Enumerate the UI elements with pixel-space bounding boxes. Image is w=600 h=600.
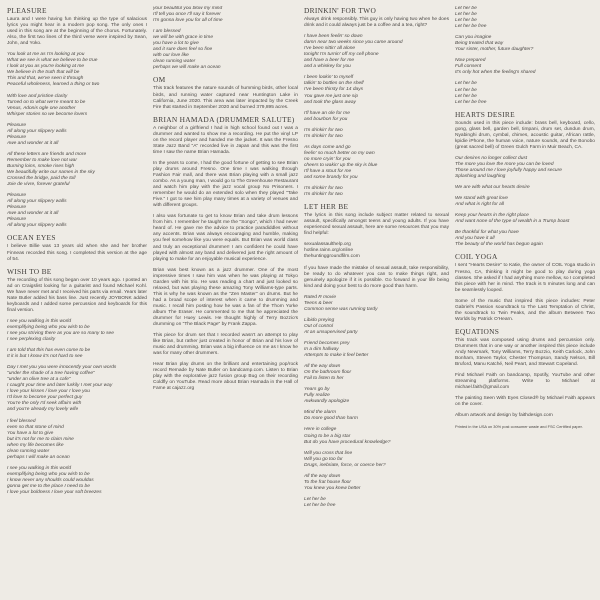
lyric-stanza	[7, 319, 147, 343]
lyric-line: exemplifying being who you wish to be	[7, 324, 90, 330]
lyric-stanza	[455, 185, 595, 191]
lyric-line: Full consent	[455, 64, 482, 70]
lyric-line: clean running water	[153, 59, 196, 65]
lyric-line: I see you walking in this world	[7, 465, 72, 471]
lyric-line: All along your slippery walls	[7, 223, 67, 229]
lyric-line: Pleasure	[7, 205, 27, 211]
lyric-line: Turned on to what we're meant to be	[7, 99, 86, 105]
lyric-line: Will you cross that line	[304, 450, 353, 456]
lyric-line: The beauty of the world has begun again	[455, 242, 543, 248]
lyric-line: I'm drinkin' for two	[304, 192, 343, 198]
paragraph: A neighbor of a girlfriend I had in high school found out I was a drummer and wanted to show me a recording. He put the vinyl LP on the record player and handed me the jacket. It was the Fresno State Jazz Band "A" recorded live in Japan and this was the first time I saw the name Brian Hamada.	[153, 125, 298, 155]
lyric-stanza	[7, 123, 147, 147]
lyric-stanza	[7, 365, 147, 413]
lyric-line: I'll have a stout for me	[304, 168, 352, 174]
lyric-line: Your sister, mother, future daughter?	[455, 47, 534, 53]
lyric-line: gonna get me to the place I need to be	[7, 484, 90, 489]
lyric-stanza	[304, 451, 449, 469]
lyric-line: With love and pristine clarity	[7, 93, 68, 99]
lyric-line: At an unsupervised party	[304, 329, 358, 335]
lyric-line: I have been feelin' so down	[304, 34, 363, 40]
lyric-line: I caught your time and later lurkily I met your way	[7, 383, 113, 389]
lyric-line: Attempts to make it feel better	[304, 353, 369, 359]
lyric-stanza	[7, 152, 147, 188]
lyric-line: I know never any shoulds could wouldas	[7, 477, 94, 483]
lyric-line: Those around me I love joyfully happy and secure	[455, 167, 562, 173]
lyric-line: I'd love to become your perfect guy	[7, 395, 83, 401]
lyric-line: Awe and wonder at it all	[7, 140, 59, 146]
lyric-line: In a dim hallway	[304, 347, 339, 353]
lyric-line: Let her be	[455, 93, 477, 99]
lyric-line: Crossed the bridge, paid the toll	[7, 176, 76, 182]
lyric-stanza	[7, 348, 147, 360]
heading-ocean-eyes: OCEAN EYES	[7, 233, 56, 243]
lyric-line: Let her be	[304, 496, 326, 502]
lyric-line: Do more good than harm	[304, 416, 358, 422]
lyric-line: Let her be	[455, 12, 477, 18]
heading-coil-yoga: COIL YOGA	[455, 252, 498, 262]
heading-wish-to-be: WISH TO BE	[7, 266, 52, 276]
lyric-stanza	[153, 29, 298, 71]
paragraph: I also was fortunate to get to know Brian and take drum lessons from him. I remember he taught me the "Songo", which I had never heard of. He gave me the advice to practice paradiddles without any accents. Brian was always encouraging and humble, making you feel somehow like you were equals. But Brian was world class and truly an exceptional drummer! I am confident he could have played with almost any band and delivered just the right amount of playing to make for an enjoyable musical experience.	[153, 214, 298, 262]
lyric-stanza	[153, 6, 298, 24]
lyric-stanza	[304, 341, 449, 359]
column-2	[153, 6, 298, 596]
lyric-line: I see you striving there as you are so many to see	[7, 330, 114, 336]
link-line: thehuntinggroundfilm.com	[304, 254, 360, 260]
lyric-line: On the bathroom floor	[304, 370, 352, 376]
lyric-line: We stand with great love	[455, 196, 508, 202]
lyric-line: We beautifully write our names in the sky	[7, 170, 95, 176]
lyric-line: and have a beer for me	[304, 58, 355, 64]
heading-drinkin-for-two: DRINKIN' FOR TWO	[304, 6, 377, 15]
paragraph: This piece for drum set that I recorded wasn't an attempt to play like Brian, but rather just created in honor of Brian and his love of music and drumming. Brian was a big influence on me as I know he was for many other drummers.	[153, 333, 298, 357]
lyric-line: What we see is what we believe to be true	[7, 58, 98, 64]
lyric-line: You look at me as I'm looking at you	[7, 52, 85, 58]
lyric-line: You knew you knew better	[304, 485, 361, 491]
paragraph: Sounds used in this piece include: brass bell, keyboard, cello, gong, glass bell, garden bell, timpani, drum set, dundun drum, Nyabinghi drum, cymbal, chimes, acoustic guitar, African rattle, kpidie iPhone, the human voice, nature sounds, and the Bonobo (great sacred bell) of Green Gulch Farm in Muir Beach, CA.	[455, 120, 595, 150]
lyric-line: And want none of the type of wealth in a Trump boast	[455, 219, 570, 225]
paragraph: This track was composed using drums and percussion only. Drummers that in one way or another inspired this piece include Andy Newmark, Tony Williams, Terry Bozzio, Keith Carlock, John Bonham, Steven Taylor, Chester Thompson, Sandy Nelson, Bill Bruford, Manu Katché, Neil Peart, and Stewart Copeland.	[455, 337, 595, 368]
lyric-line: and you're already my lovely wife	[7, 407, 79, 413]
lyric-stanza	[455, 156, 595, 180]
lyric-line: I'll have an ole for me	[304, 110, 350, 116]
lyric-line: Being treated that way	[455, 41, 504, 47]
lyric-line: Pleasure	[7, 122, 27, 128]
lyric-line: Let her be	[455, 81, 477, 87]
lyric-line: I feel blessed	[7, 418, 36, 424]
lyric-line: Awkwardly apologize	[304, 399, 350, 405]
lyric-line: Going to be a big star	[304, 433, 351, 439]
paragraph: Find Michael Faith on bandcamp, Spotify, YouTube and other streaming platforms. Write to Michael at michael.faith@gmail.com	[455, 373, 595, 391]
lyric-line: All along your slippery walls	[7, 199, 67, 205]
lyric-stanza	[304, 75, 449, 105]
lyric-line: I'll tell you once I'll say it forever	[153, 12, 221, 18]
lyric-line: perhaps we will make an ocean	[153, 65, 221, 71]
lyric-line: Let her be	[455, 6, 477, 11]
lyric-line: It's only hot when the feeling's shared	[455, 70, 536, 76]
lyric-stanza	[304, 497, 449, 509]
lyric-line: I'm gonna love you for all of time	[153, 18, 223, 24]
paragraph: In the years to come, I had the good fortune of getting to see Brian play drums around Fresno. One time I was walking through Fashion Fair mall, and there was Brian playing with a small jazz combo. As a young man, I would go to The Greenhouse Restaurant and watch him play with the jazz vocal group No Prisoners. I remember he would do an extended solo when they played "Take Five." I got to see him play many times at a variety of venues and with different groups.	[153, 160, 298, 209]
paragraph: Album artwork and design by faithdesign.com	[455, 413, 553, 419]
lyric-line: The more you love the more you can be loved	[455, 161, 554, 167]
heading-brian-hamada-drummer-salute: BRIAN HAMADA (DRUMMER SALUTE)	[153, 114, 295, 124]
lyric-line: Whisper stories so we become lovers	[7, 111, 88, 117]
lyric-line: Will you go too far	[304, 456, 343, 462]
lyric-line: Pleasure	[7, 134, 27, 140]
heading-om: OM	[153, 75, 166, 85]
lyric-line: To the frat house floor	[304, 479, 351, 485]
lyric-stanza	[304, 34, 449, 70]
print-note: Printed in the USA on 30% post consumer waste and FSC Certified paper.	[455, 424, 583, 430]
paragraph: This track features the nature sounds of humming birds, other local birds, and running water captured near Huntington Lake in California, June 2020. This area was later impacted by the Creek Fire that started in September 2020 and burned 379,895 acres.	[153, 86, 298, 110]
lyric-line: perhaps I will make an ocean	[7, 454, 70, 460]
lyric-stanza	[455, 35, 595, 53]
lyric-stanza	[7, 52, 147, 88]
lyric-line: with our love like	[153, 53, 189, 59]
lyric-line: and a whiskey for you	[304, 64, 351, 70]
lyric-line: Friend becomes prey	[304, 340, 350, 346]
lyric-line: I see you walking in this world	[7, 318, 72, 324]
lyric-stanza	[304, 410, 449, 422]
lyric-line: I've been sittin' all alone	[304, 46, 356, 52]
lyric-line: and it sure does feel so fine	[153, 47, 213, 53]
lyric-line: Let her be free	[304, 502, 336, 508]
heading-let-her-be: LET HER BE	[304, 202, 349, 212]
lyric-line: "under an olive tree at a cafe"	[7, 377, 71, 383]
lyric-line: Out of control	[304, 323, 334, 329]
lyric-line: no more cryin' for you	[304, 156, 351, 162]
link-line: sexualassaulthelp.org	[304, 242, 351, 248]
lyric-line: Peaceful wholeness, learned a thing or two	[7, 82, 100, 88]
heading-hearts-desire: HEARTS DESIRE	[455, 109, 515, 119]
paragraph: Hear Brian play drums on the brilliant and entertaining pop/rock record Remade by Nate Butler on bandcamp.com. Listen to Brian play with the explorative jazz fusion group Bug on their recording Coldfly on YouTube. Read more about Brian Hamada in the Hall of Fame at cajazz.org	[153, 362, 298, 392]
lyric-line: Drugs, inebriate, force, or coerce her?	[304, 462, 386, 468]
lyric-line: Rated R movie	[304, 294, 337, 300]
lyric-line: Can you imagine	[455, 35, 492, 41]
lyric-line: You have a lot to give	[7, 430, 54, 436]
lyric-line: Let her be	[455, 18, 477, 24]
column-4	[455, 6, 595, 596]
lyric-stanza	[304, 474, 449, 492]
lyric-line: Our desires no longer collect dust	[455, 155, 528, 161]
lyric-line: It it is but I know it's not hard to see	[7, 354, 83, 360]
lyric-line: I'm drinkin' for two	[304, 186, 343, 192]
lyric-line: Here in college	[304, 427, 337, 433]
lyric-line: Years go by	[304, 387, 330, 393]
lyric-line: I'm drinkin' for two	[304, 133, 343, 139]
lyric-stanza	[455, 213, 595, 225]
paragraph: The lyrics in this song include subject matter related to sexual assault, specifically amongst teens and young adults. If you have experienced sexual assault, here are some resources that you may find helpful:	[304, 213, 449, 237]
lyric-line: I been lookin' to myself	[304, 75, 354, 81]
column-1	[7, 6, 147, 596]
lyric-stanza	[304, 186, 449, 198]
lyric-line: Joie de vivre, forever grateful	[7, 182, 70, 188]
lyric-line: Pleasure	[7, 193, 27, 199]
lyric-line: I love your boldness I love your soft breezes	[7, 490, 102, 496]
lyric-stanza	[455, 196, 595, 208]
lyric-stanza	[7, 466, 147, 496]
lyric-line: I look at you as you're looking at me	[7, 64, 85, 70]
lyric-line: when my life becomes like	[7, 442, 64, 448]
lyric-line: "under the shade of a tree having coffee"	[7, 371, 95, 377]
lyric-stanza	[304, 318, 449, 336]
lyric-line: exemplifying being who you wish to be	[7, 471, 90, 477]
lyric-stanza	[455, 6, 595, 30]
paragraph: Brian was best known as a jazz drummer. One of the most impressive times I saw him was when he was playing at Tokyo Garden with his trio. He was reading a chart and just looked so relaxed, but was playing these amazing Tony Williams-type parts. This is why he was known as the "Zen Master" on drums. But he had a broad scope of interest when it came to drumming and music. I recall him posting how he was a fan of the Thom Yorke album The Eraser. He commented to me that he appreciated the drummer for Huey Lewis. He thought highly of Terry Bozzio's drumming on "The Black Page" by Frank Zappa.	[153, 267, 298, 328]
link-line: hotline.rainn.org/online	[304, 248, 354, 254]
lyric-line: This and that, we've seen it through	[7, 76, 84, 82]
lyric-line: Libido preying	[304, 317, 335, 323]
heading-pleasure: PLEASURE	[7, 6, 47, 15]
lyric-line: cheers to wakin' up the sky is blue	[304, 162, 378, 168]
lyric-line: your beautiful you blow my mind	[153, 6, 223, 11]
lyric-line: Keep your hearts in the right place	[455, 213, 529, 219]
lyric-line: we will be with grace in time	[153, 35, 214, 41]
lyric-line: We believe in the truth that will be	[7, 70, 80, 76]
lyric-line: Awe and wonder at it all	[7, 211, 59, 217]
lyric-line: Burning loins, smoke rises high	[7, 163, 75, 169]
lyric-line: Day I met you you were innocently your own words	[7, 365, 117, 371]
lyric-line: All along your slippery walls	[7, 128, 67, 134]
lyric-line: Fully realize	[304, 393, 330, 399]
lyric-line: and some brandy for you	[304, 175, 358, 181]
paragraph: Always drink responsibly. This guy is only having two when he does drink and it could always just be a coffee and a tea, right?	[304, 17, 449, 29]
lyric-line: You're the only I'd seek affairs with	[7, 401, 82, 407]
lyric-stanza	[304, 111, 449, 123]
lyric-stanza	[7, 419, 147, 461]
lyric-line: damn near two weeks since you came around	[304, 40, 403, 46]
lyric-line: talkin' to bottles on the shelf	[304, 81, 364, 87]
lyric-line: Remember to make love not war	[7, 157, 77, 163]
lyric-line: even so that stone of mind	[7, 424, 64, 430]
lyric-line: Venus, Adonis ogle one another	[7, 105, 76, 111]
lyric-line: and took the glass away	[304, 99, 356, 105]
lyric-stanza	[304, 427, 449, 445]
lyric-line: Mind the alarm	[304, 410, 337, 416]
lyric-line: Splashing and laughing	[455, 174, 506, 180]
lyric-line: Let her be free	[455, 99, 487, 105]
link-list	[304, 242, 449, 260]
lyric-line: Common sense was running tardy	[304, 306, 378, 312]
lyric-stanza	[304, 128, 449, 140]
lyric-stanza	[455, 230, 595, 248]
lyric-line: Teens & beer	[304, 300, 333, 306]
lyric-stanza	[304, 387, 449, 405]
lyric-line: Let her be free	[455, 24, 487, 30]
lyric-line: and bourbon for you	[304, 116, 348, 122]
lyric-line: And you have it all	[455, 236, 495, 242]
column-3	[304, 6, 449, 596]
lyric-line: I see perplexing clarity	[7, 337, 56, 343]
heading-equations: EQUATIONS	[455, 326, 500, 336]
lyric-line: All the way down	[304, 473, 341, 479]
lyric-line: tonight I'm turnin' off my cell phone	[304, 52, 379, 58]
lyric-stanza	[7, 94, 147, 118]
lyric-line: clean running water	[7, 448, 50, 454]
paragraph: Some of the music that inspired this piece includes: Peter Gabriel's Passion soundtrack to The Last Temptation of Christ, the soundtrack to Twin Peaks, and the album Between Two Worlds by Patrick O'Hearn.	[455, 298, 595, 322]
lyric-line: I've been thirsty for 14 days	[304, 87, 364, 93]
paragraph: If you have made the mistake of sexual assault, take responsibility, be ready to do whatever you can to make things right, and genuinely apologize if it is possible. Go forward in your life being kind and doing your best to do more good than harm.	[304, 265, 449, 289]
lyric-line: Be thankful for what you have	[455, 230, 519, 236]
lyric-line: Fail to listen to her	[304, 376, 344, 382]
lyric-line: And what is right for all	[455, 202, 504, 208]
lyric-line: feelin' so much better on my own	[304, 150, 375, 156]
lyric-line: I'm drinkin' for two	[304, 127, 343, 133]
lyric-line: I love your kisses / love your I love you	[7, 389, 90, 395]
lyric-line: All these letters are friends and more	[7, 151, 87, 157]
lyric-stanza	[304, 364, 449, 382]
paragraph: The recording of this song began over 10 years ago. I posted an ad on Craigslist looking for a guitarist and found Michael Kohl. We have never met and I received his parts via email. Years later Nate Butler added his bass line. Just recently JOYBONK added keyboards and I added some percussion and keyboards for this final version.	[7, 277, 147, 313]
lyric-stanza	[304, 145, 449, 181]
lyric-stanza	[455, 81, 595, 105]
lyric-line: We are with what our hearts desire	[455, 185, 530, 191]
lyric-stanza	[7, 193, 147, 229]
lyric-line: As days come and go	[304, 144, 351, 150]
lyric-line: I am blessed	[153, 29, 181, 35]
lyric-line: You gave me just one sip	[304, 93, 359, 99]
paragraph: I believe Billie was 13 years old when she and her brother Finneas recorded this song. I completed this version at the age of 54.	[7, 244, 147, 262]
lyric-line: you have a lot to give	[153, 41, 199, 47]
lyric-line: But do you have procedural knowledge?	[304, 439, 391, 445]
paragraph: The painting Seen With Eyes Closed® by Michael Faith appears on the cover.	[455, 396, 595, 408]
lyric-line: Let her be	[455, 87, 477, 93]
lyric-line: Now prepared	[455, 58, 486, 64]
lyric-line: I am told that this has even come to be	[7, 348, 91, 354]
lyric-line: All the way down	[304, 364, 341, 370]
lyric-line: Pleasure	[7, 217, 27, 223]
lyric-stanza	[455, 58, 595, 76]
paragraph: I sent "Hearts Desire" to Katie, the owner of COIL Yoga studio in Fresno, CA, thinking it might be good to play during yoga classes. She asked if I had anything more mellow, so I completed this piece with her in mind. The track is 5 minutes long and can be seamlessly looped.	[455, 263, 595, 293]
lyric-stanza	[304, 295, 449, 313]
lyric-line: but it's not for me to claim mine	[7, 436, 74, 442]
paragraph: Laura and I were having fun thinking up the type of salacious lyrics you might hear in a modern pop song. The only ones I used in this song are at the beginning of the chorus. Fortunately. Also, the first two lines of the third verse were inspired by Sean, John, and Yoko.	[7, 17, 147, 47]
